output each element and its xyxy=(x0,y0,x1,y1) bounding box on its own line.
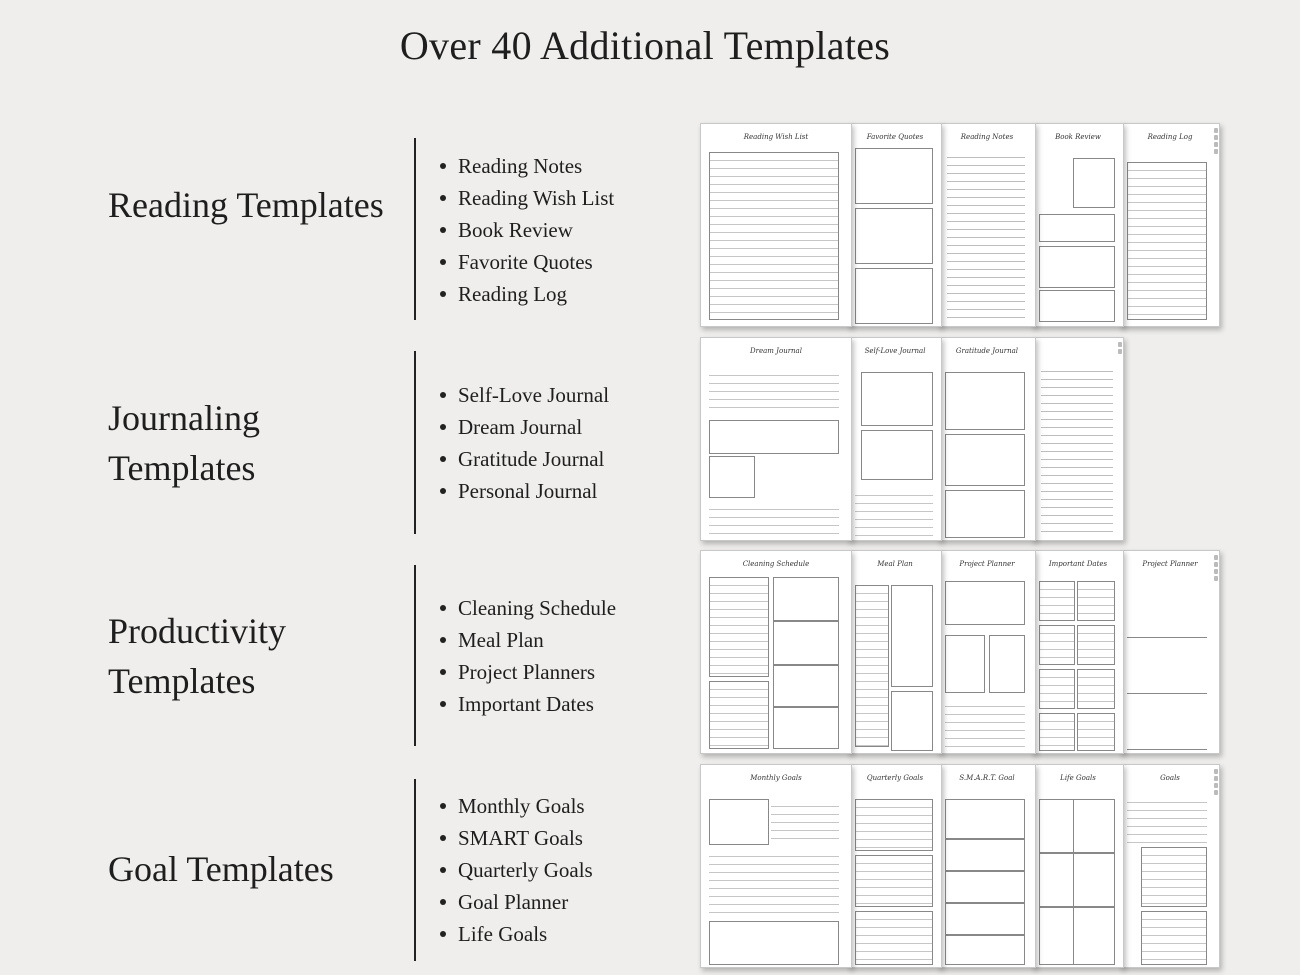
template-page-thumbnail: Monthly Goals xyxy=(700,764,852,968)
list-item: Reading Wish List xyxy=(440,182,614,214)
template-page-thumbnail: Important Dates xyxy=(1032,550,1124,754)
list-item: Gratitude Journal xyxy=(440,443,609,475)
template-page-thumbnail: Life Goals xyxy=(1032,764,1124,968)
thumbnails-goals xyxy=(700,764,1222,969)
list-item: Favorite Quotes xyxy=(440,246,614,278)
template-page-thumbnail: Gratitude Journal xyxy=(938,337,1036,541)
list-item: Monthly Goals xyxy=(440,790,593,822)
template-page-thumbnail: Reading Notes xyxy=(938,123,1036,327)
template-page-thumbnail: Self-Love Journal xyxy=(848,337,942,541)
list-item: Reading Log xyxy=(440,278,614,310)
category-name: Templates xyxy=(108,661,256,701)
template-page-thumbnail: Meal Plan xyxy=(848,550,942,754)
template-page-thumbnail: Book Review xyxy=(1032,123,1124,327)
template-list-reading xyxy=(440,150,614,310)
template-page-thumbnail xyxy=(1032,337,1124,541)
template-page-thumbnail: Goals xyxy=(1120,764,1220,968)
template-page-thumbnail: Dream Journal xyxy=(700,337,852,541)
category-name: Reading Templates xyxy=(108,185,384,225)
category-name: Goal Templates xyxy=(108,849,334,889)
list-item: Important Dates xyxy=(440,688,616,720)
list-item: Self-Love Journal xyxy=(440,379,609,411)
list-item: Life Goals xyxy=(440,918,593,950)
list-item: Reading Notes xyxy=(440,150,614,182)
divider xyxy=(414,565,416,746)
category-name: Templates xyxy=(108,448,256,488)
template-list-journaling xyxy=(440,379,609,507)
category-name: Journaling xyxy=(108,398,260,438)
template-page-thumbnail: Quarterly Goals xyxy=(848,764,942,968)
list-item: SMART Goals xyxy=(440,822,593,854)
template-page-thumbnail: Reading Wish List xyxy=(700,123,852,327)
category-journaling xyxy=(108,393,260,493)
thumbnails-reading xyxy=(700,123,1222,328)
thumbnails-productivity xyxy=(700,550,1222,755)
list-item: Cleaning Schedule xyxy=(440,592,616,624)
list-item: Quarterly Goals xyxy=(440,854,593,886)
template-page-thumbnail: Favorite Quotes xyxy=(848,123,942,327)
divider xyxy=(414,138,416,320)
divider xyxy=(414,779,416,961)
list-item: Goal Planner xyxy=(440,886,593,918)
list-item: Personal Journal xyxy=(440,475,609,507)
list-item: Meal Plan xyxy=(440,624,616,656)
category-reading xyxy=(108,180,384,230)
template-page-thumbnail: S.M.A.R.T. Goal xyxy=(938,764,1036,968)
template-list-productivity xyxy=(440,592,616,720)
category-name: Productivity xyxy=(108,611,286,651)
template-page-thumbnail: Project Planner xyxy=(1120,550,1220,754)
category-goals xyxy=(108,844,334,894)
thumbnails-journaling xyxy=(700,337,1222,542)
template-page-thumbnail: Reading Log xyxy=(1120,123,1220,327)
list-item: Book Review xyxy=(440,214,614,246)
template-page-thumbnail: Project Planner xyxy=(938,550,1036,754)
template-page-thumbnail: Cleaning Schedule xyxy=(700,550,852,754)
list-item: Project Planners xyxy=(440,656,616,688)
list-item: Dream Journal xyxy=(440,411,609,443)
divider xyxy=(414,351,416,534)
page-title: Over 40 Additional Templates xyxy=(399,23,891,68)
template-list-goals xyxy=(440,790,593,950)
category-productivity xyxy=(108,606,286,706)
